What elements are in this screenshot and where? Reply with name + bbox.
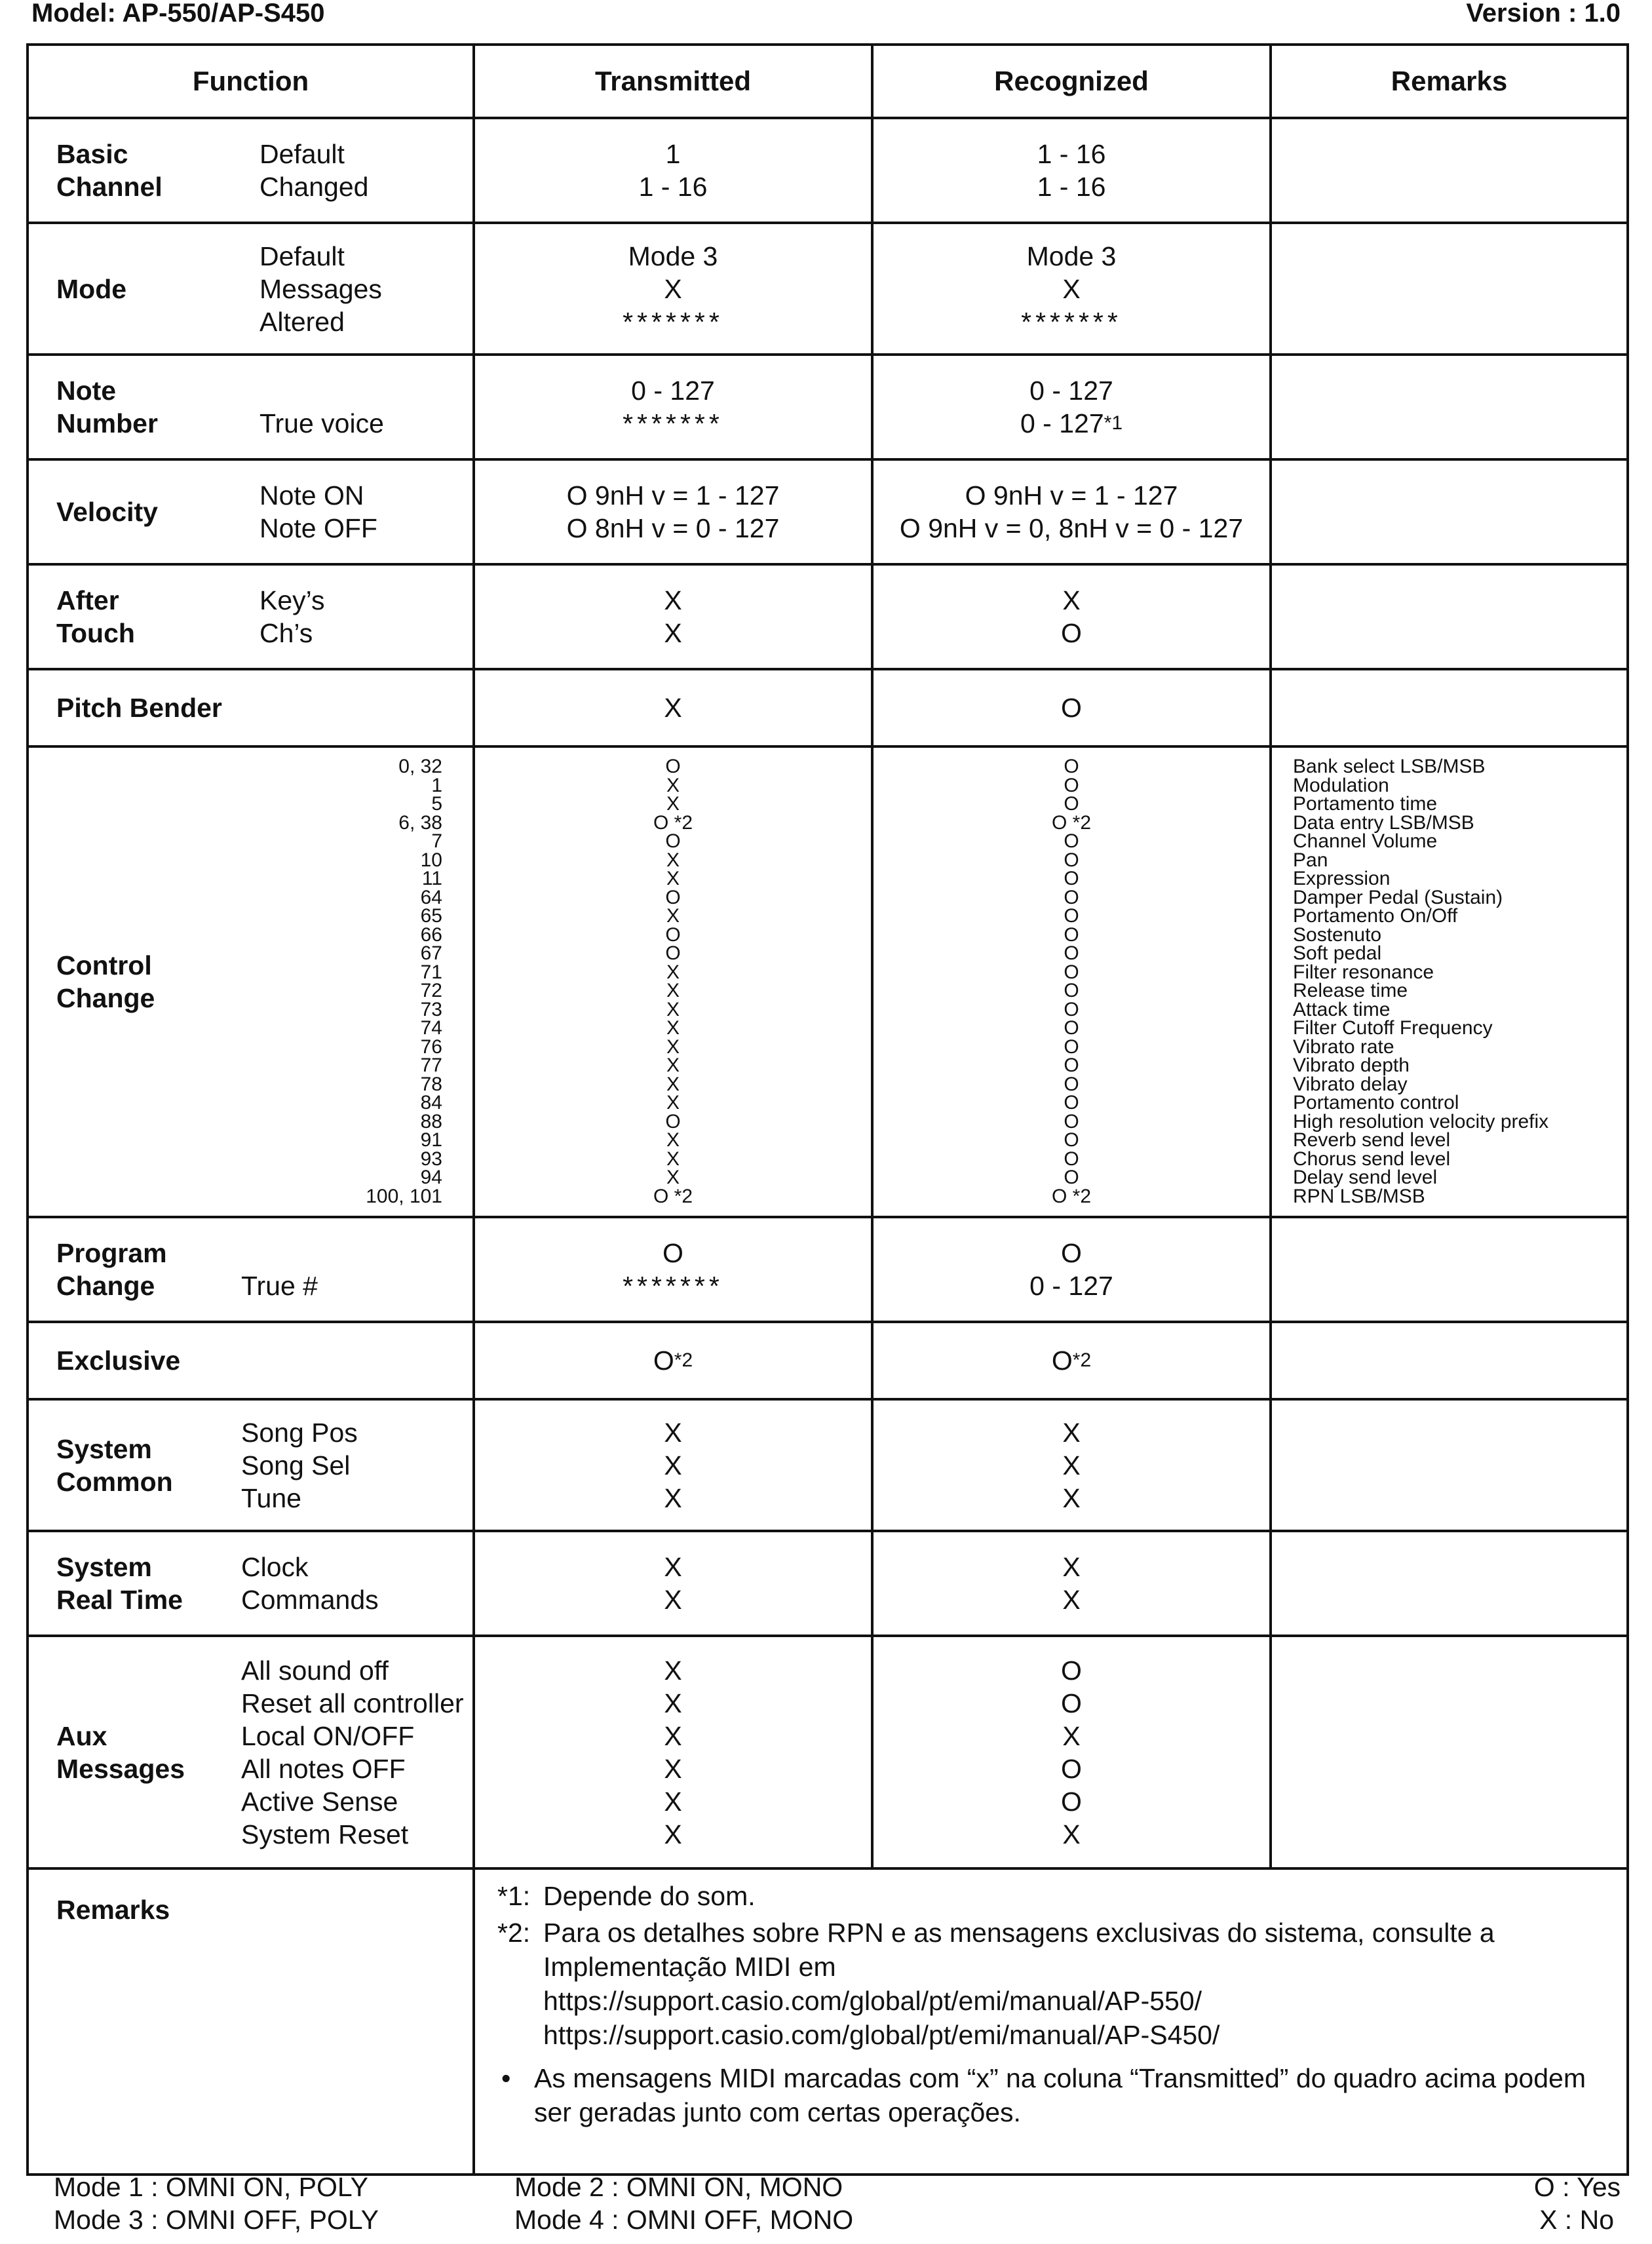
remarks-cell (1271, 746, 1628, 1217)
recognized-mark: O (1064, 942, 1079, 964)
control-number: 1 (431, 774, 442, 796)
control-remark: Portamento On/Off (1293, 905, 1458, 927)
group-label: Note Number (56, 376, 158, 438)
col-recognized: Recognized (872, 45, 1271, 118)
control-number: 93 (420, 1148, 442, 1170)
sub-labels: True voice (259, 408, 384, 438)
row-after-touch (28, 564, 1628, 669)
transmitted-mark: X (666, 1054, 680, 1076)
transmitted-mark: X (666, 1017, 680, 1039)
row-program-change (28, 1217, 1628, 1322)
control-number: 10 (420, 849, 442, 871)
control-number: 72 (420, 980, 442, 1001)
group-label: Exclusive (56, 1345, 181, 1376)
footer-mode-4: Mode 4 : OMNI OFF, MONO (514, 2205, 854, 2235)
transmitted-cell (474, 746, 872, 1217)
row-note-number (28, 355, 1628, 459)
control-remark: Damper Pedal (Sustain) (1293, 886, 1503, 908)
recognized-mark: O (1064, 1035, 1079, 1058)
recognized-mark: O (1064, 998, 1079, 1020)
group-label: System Real Time (56, 1552, 183, 1615)
transmitted-cell: X (474, 669, 872, 746)
control-number: 94 (420, 1167, 442, 1188)
transmitted-mark: X (666, 1167, 680, 1188)
transmitted-mark: O (665, 756, 681, 777)
control-remark: Delay send level (1293, 1167, 1438, 1188)
row-system-common (28, 1399, 1628, 1531)
remarks-cell (1271, 118, 1628, 223)
recognized-cell: O 9nH v = 1 - 127 O 9nH v = 0, 8nH v = 0 - 127 (872, 459, 1271, 564)
transmitted-mark: O (665, 923, 681, 946)
transmitted-cell: 1 1 - 16 (474, 118, 872, 223)
recognized-mark: O (1064, 1054, 1079, 1076)
control-remark: Reverb send level (1293, 1129, 1451, 1151)
control-remark: Vibrato rate (1293, 1035, 1394, 1058)
control-remark: Pan (1293, 849, 1328, 871)
control-number: 77 (420, 1054, 442, 1076)
group-label: Pitch Bender (56, 693, 222, 723)
sub-labels: True # (241, 1271, 318, 1301)
control-remark: Soft pedal (1293, 942, 1382, 964)
sub-labels: Clock Commands (241, 1552, 379, 1615)
note-1: *1: Depende do som. (497, 1881, 756, 1911)
recognized-cell: O 0 - 127 (872, 1217, 1271, 1322)
row-basic-channel (28, 118, 1628, 223)
group-label: Control Change (56, 950, 155, 1013)
row-control-change (28, 746, 1628, 1217)
version-label: Version : 1.0 (1466, 0, 1621, 28)
group-label: Aux Messages (56, 1720, 185, 1784)
recognized-cell: 1 - 16 1 - 16 (872, 118, 1271, 223)
control-remark: Portamento time (1293, 793, 1438, 815)
recognized-mark: O (1064, 1110, 1079, 1132)
control-number: 78 (420, 1073, 442, 1095)
control-number: 91 (420, 1129, 442, 1151)
remarks-cell (1271, 1399, 1628, 1531)
row-pitch-bender (28, 669, 1628, 746)
control-number: 100, 101 (366, 1185, 442, 1207)
transmitted-mark: X (666, 905, 680, 927)
remarks-cell (1271, 459, 1628, 564)
control-remark: Data entry LSB/MSB (1293, 811, 1474, 834)
control-remark: Modulation (1293, 774, 1389, 796)
control-remark: Release time (1293, 980, 1408, 1001)
sub-labels: Note ON Note OFF (259, 480, 377, 543)
remarks-cell (1271, 1531, 1628, 1636)
control-remark: Filter Cutoff Frequency (1293, 1017, 1493, 1039)
control-number: 74 (420, 1017, 442, 1039)
control-remark: Attack time (1293, 998, 1391, 1020)
control-remark: Vibrato depth (1293, 1054, 1410, 1076)
recognized-mark: O (1064, 961, 1079, 983)
transmitted-mark: X (666, 793, 680, 815)
url-ap-550[interactable]: https://support.casio.com/global/pt/emi/manual/AP-550/ (543, 1986, 1202, 2016)
col-remarks: Remarks (1271, 45, 1628, 118)
recognized-cell: X X X (872, 1399, 1271, 1531)
group-label: Mode (56, 273, 127, 304)
legend-no: X : No (1539, 2205, 1614, 2235)
transmitted-mark: O (665, 886, 681, 908)
transmitted-mark: O (665, 1110, 681, 1132)
control-remark: Bank select LSB/MSB (1293, 756, 1486, 777)
control-number: 66 (420, 923, 442, 946)
transmitted-mark: X (666, 1073, 680, 1095)
transmitted-mark: X (666, 849, 680, 871)
row-mode (28, 223, 1628, 355)
control-number: 84 (420, 1092, 442, 1113)
transmitted-mark: X (666, 1092, 680, 1113)
transmitted-cell: X X (474, 1531, 872, 1636)
row-aux-messages (28, 1636, 1628, 1868)
remarks-cell (1271, 1636, 1628, 1868)
recognized-cell: 0 - 127 0 - 127$^{*1}$ (872, 355, 1271, 459)
recognized-cell: O (872, 669, 1271, 746)
control-remark: Sostenuto (1293, 923, 1382, 946)
col-transmitted: Transmitted (474, 45, 872, 118)
transmitted-mark: X (666, 1129, 680, 1151)
footer-mode-2: Mode 2 : OMNI ON, MONO (514, 2172, 843, 2202)
control-remark: Channel Volume (1293, 830, 1438, 852)
model-title: Model: AP-550/AP-S450 (31, 0, 325, 28)
recognized-mark: O (1064, 793, 1079, 815)
group-label: Basic Channel (56, 139, 163, 202)
url-ap-s450[interactable]: https://support.casio.com/global/pt/emi/manual/AP-S450/ (543, 2020, 1220, 2050)
recognized-mark: O (1064, 868, 1079, 889)
control-number: 6, 38 (398, 811, 442, 834)
remarks-cell (1271, 564, 1628, 669)
transmitted-cell: X X X X X X (474, 1636, 872, 1868)
control-number: 0, 32 (398, 756, 442, 777)
transmitted-mark: O (665, 942, 681, 964)
recognized-cell: X X (872, 1531, 1271, 1636)
control-number: 88 (420, 1110, 442, 1132)
recognized-cell: Mode 3 X ******* (872, 223, 1271, 355)
row-velocity (28, 459, 1628, 564)
transmitted-mark: O (665, 830, 681, 852)
recognized-mark: O (1064, 756, 1079, 777)
footer-mode-3: Mode 3 : OMNI OFF, POLY (54, 2205, 379, 2235)
header-row (28, 45, 1628, 118)
recognized-mark: O (1064, 886, 1079, 908)
group-label: After Touch (56, 585, 135, 648)
recognized-mark: O (1064, 1017, 1079, 1039)
remarks-cell (1271, 1322, 1628, 1399)
recognized-mark: O (1064, 905, 1079, 927)
remarks-cell (1271, 355, 1628, 459)
remarks-cell (1271, 669, 1628, 746)
control-remark: Chorus send level (1293, 1148, 1451, 1170)
recognized-mark: O *2 (1051, 1185, 1092, 1207)
control-number: 76 (420, 1035, 442, 1058)
recognized-mark: O (1064, 923, 1079, 946)
group-label: System Common (56, 1433, 173, 1497)
transmitted-mark: O *2 (653, 811, 693, 834)
recognized-mark: O (1064, 849, 1079, 871)
recognized-cell (872, 746, 1271, 1217)
sub-labels: Default Changed (259, 139, 369, 202)
sub-labels: Default Messages Altered (259, 241, 382, 337)
control-remark: Portamento control (1293, 1092, 1459, 1113)
group-label: Velocity (56, 497, 158, 527)
transmitted-mark: X (666, 868, 680, 889)
sub-labels: Song Pos Song Sel Tune (241, 1417, 358, 1513)
remarks-notes (474, 1868, 1628, 2175)
recognized-mark: O (1064, 1073, 1079, 1095)
control-number: 73 (420, 998, 442, 1020)
note-2: *2: Para os detalhes sobre RPN e as mensagens exclusivas do sistema, consulte a Implementação MIDI em (497, 1918, 1495, 1982)
transmitted-mark: X (666, 961, 680, 983)
transmitted-mark: X (666, 774, 680, 796)
row-exclusive (28, 1322, 1628, 1399)
transmitted-cell: X X X (474, 1399, 872, 1531)
control-numbers (366, 758, 442, 1206)
bullet-note: • As mensagens MIDI marcadas com “x” na coluna “Transmitted” do quadro acima podem ser geradas junto com certas operações. (501, 2063, 1586, 2127)
recognized-mark: O (1064, 774, 1079, 796)
transmitted-cell: 0 - 127 ******* (474, 355, 872, 459)
recognized-cell: $O^{*2}$ (872, 1322, 1271, 1399)
remarks-cell (1271, 1217, 1628, 1322)
control-number: 11 (421, 868, 442, 889)
recognized-mark: O (1064, 1092, 1079, 1113)
control-number: 65 (420, 905, 442, 927)
sub-labels: Key’s Ch’s (259, 585, 325, 648)
control-remark: Vibrato delay (1293, 1073, 1408, 1095)
transmitted-cell: Mode 3 X ******* (474, 223, 872, 355)
transmitted-mark: X (666, 1035, 680, 1058)
control-remark: Expression (1293, 868, 1391, 889)
recognized-cell: X O (872, 564, 1271, 669)
recognized-mark: O (1064, 1148, 1079, 1170)
remarks-label: Remarks (56, 1895, 170, 1925)
row-remarks (28, 1868, 1628, 2175)
transmitted-cell: O 9nH v = 1 - 127 O 8nH v = 0 - 127 (474, 459, 872, 564)
control-number: 64 (420, 886, 442, 908)
recognized-mark: O (1064, 1167, 1079, 1188)
control-remark: Filter resonance (1293, 961, 1434, 983)
control-number: 71 (420, 961, 442, 983)
transmitted-cell: $O^{*2}$ (474, 1322, 872, 1399)
recognized-mark: O (1064, 980, 1079, 1001)
transmitted-mark: X (666, 1148, 680, 1170)
control-remark: High resolution velocity prefix (1293, 1110, 1549, 1132)
transmitted-cell: O ******* (474, 1217, 872, 1322)
control-number: 7 (431, 830, 442, 852)
group-label: Program Change (56, 1238, 167, 1301)
col-function: Function (28, 45, 474, 118)
recognized-mark: O (1064, 830, 1079, 852)
midi-implementation-chart (26, 43, 1629, 2176)
transmitted-cell: X X (474, 564, 872, 669)
sub-labels: All sound off Reset all controller Local ON/OFF All notes OFF Active Sense System Reset (241, 1655, 464, 1849)
transmitted-mark: X (666, 998, 680, 1020)
remarks-cell (1271, 223, 1628, 355)
legend-yes: O : Yes (1533, 2172, 1621, 2202)
recognized-mark: O *2 (1051, 811, 1092, 834)
recognized-cell: O O X O O X (872, 1636, 1271, 1868)
footer-mode-1: Mode 1 : OMNI ON, POLY (54, 2172, 368, 2202)
transmitted-mark: O *2 (653, 1185, 693, 1207)
control-number: 67 (420, 942, 442, 964)
row-system-real-time (28, 1531, 1628, 1636)
control-remark: RPN LSB/MSB (1293, 1185, 1425, 1207)
transmitted-mark: X (666, 980, 680, 1001)
control-number: 5 (431, 793, 442, 815)
recognized-mark: O (1064, 1129, 1079, 1151)
